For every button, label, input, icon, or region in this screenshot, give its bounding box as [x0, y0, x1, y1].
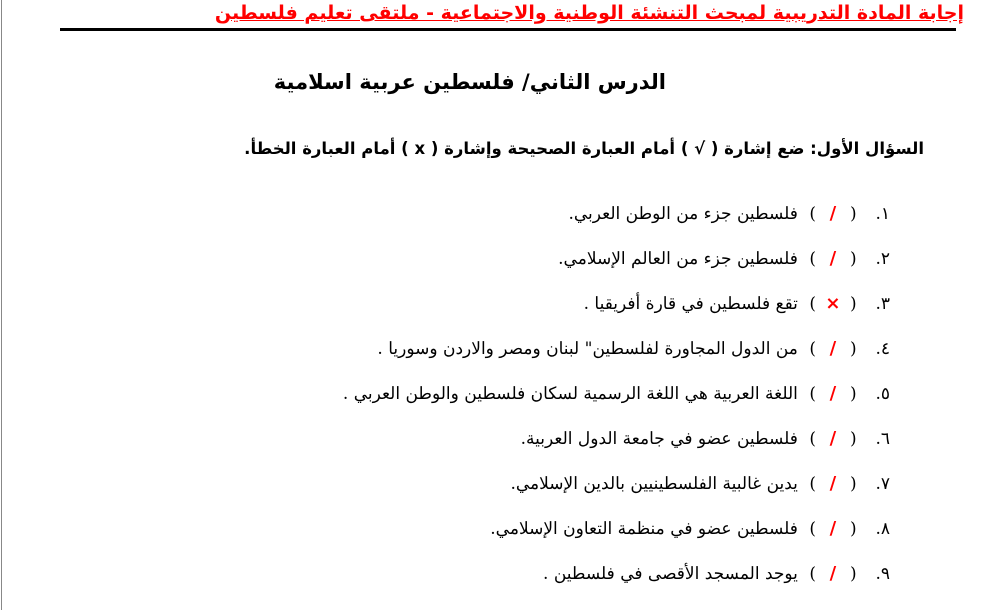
- header-divider: [60, 28, 956, 31]
- question-instruction: السؤال الأول: ضع إشارة ( √ ) أمام العبارة الصحيحة وإشارة ( x ) أمام العبارة الخطأ.: [244, 139, 924, 158]
- answer-mark: /: [829, 383, 837, 404]
- open-paren: (: [849, 474, 857, 494]
- statement-text: فلسطين جزء من العالم الإسلامي.: [558, 249, 798, 269]
- open-paren: (: [849, 564, 857, 584]
- answer-mark: /: [829, 338, 837, 359]
- statement-text: من الدول المجاورة لفلسطين" لبنان ومصر والاردن وسوريا .: [377, 339, 798, 359]
- statement-text: يدين غالبية الفلسطينيين بالدين الإسلامي.: [510, 474, 798, 494]
- statement-text: فلسطين جزء من الوطن العربي.: [568, 204, 798, 224]
- list-item: [343, 379, 890, 424]
- item-number: ٣.: [875, 294, 890, 314]
- open-paren: (: [849, 204, 857, 224]
- item-number: ٧.: [875, 474, 890, 494]
- answer-mark: /: [829, 563, 837, 584]
- list-item: [343, 334, 890, 379]
- close-paren: ): [809, 519, 816, 539]
- page-left-border: [1, 0, 2, 610]
- list-item: [343, 514, 890, 559]
- close-paren: ): [809, 294, 816, 314]
- answer-mark: /: [829, 473, 837, 494]
- close-paren: ): [809, 204, 816, 224]
- item-number: ٩.: [875, 564, 890, 584]
- open-paren: (: [849, 249, 857, 269]
- header-title: إجابة المادة التدريبية لمبحث التنشئة الوطنية والاجتماعية - ملتقى تعليم فلسطين: [214, 2, 964, 24]
- close-paren: ): [809, 564, 816, 584]
- statement-text: فلسطين عضو في منظمة التعاون الإسلامي.: [490, 519, 798, 539]
- list-item: [343, 559, 890, 604]
- open-paren: (: [849, 294, 857, 314]
- statement-text: اللغة العربية هي اللغة الرسمية لسكان فلسطين والوطن العربي .: [342, 384, 798, 404]
- answer-mark: /: [829, 428, 837, 449]
- open-paren: (: [849, 429, 857, 449]
- list-item: [343, 424, 890, 469]
- answer-mark: /: [829, 248, 837, 269]
- close-paren: ): [809, 474, 816, 494]
- item-number: ٦.: [875, 429, 890, 449]
- list-item: [343, 244, 890, 289]
- answer-mark: /: [829, 518, 837, 539]
- close-paren: ): [809, 384, 816, 404]
- close-paren: ): [809, 249, 816, 269]
- answer-mark: /: [829, 203, 837, 224]
- item-number: ١.: [875, 204, 890, 224]
- list-item: [343, 469, 890, 514]
- list-item: [343, 289, 890, 334]
- open-paren: (: [849, 384, 857, 404]
- open-paren: (: [849, 519, 857, 539]
- item-number: ٤.: [875, 339, 890, 359]
- statement-list: [343, 199, 890, 604]
- list-item: [343, 199, 890, 244]
- item-number: ٨.: [875, 519, 890, 539]
- item-number: ٥.: [875, 384, 890, 404]
- item-number: ٢.: [875, 249, 890, 269]
- lesson-title: الدرس الثاني/ فلسطين عربية اسلامية: [273, 70, 666, 94]
- statement-text: يوجد المسجد الأقصى في فلسطين .: [543, 564, 798, 584]
- open-paren: (: [849, 339, 857, 359]
- statement-text: تقع فلسطين في قارة أفريقيا .: [583, 294, 798, 314]
- close-paren: ): [809, 429, 816, 449]
- answer-mark: ×: [825, 293, 841, 314]
- close-paren: ): [809, 339, 816, 359]
- statement-text: فلسطين عضو في جامعة الدول العربية.: [520, 429, 798, 449]
